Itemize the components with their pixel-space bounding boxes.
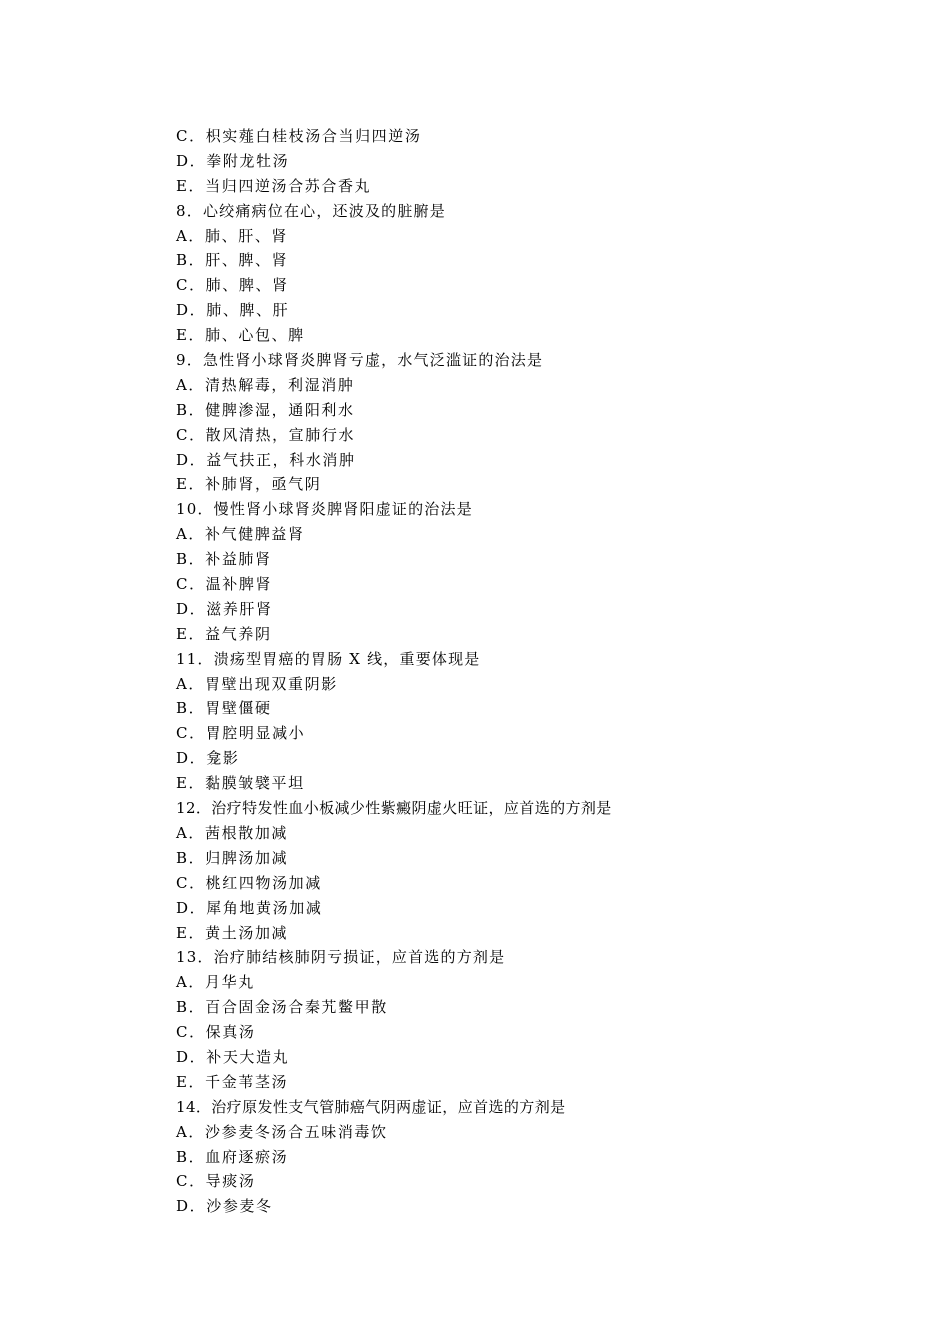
option-line: A．补气健脾益肾	[176, 525, 305, 544]
option-line: C．温补脾肾	[176, 575, 273, 594]
option-line: D．拳附龙牡汤	[176, 151, 290, 170]
question-line: 9．急性肾小球肾炎脾肾亏虚，水气泛滥证的治法是	[176, 351, 544, 370]
option-line: C．胃腔明显减小	[176, 724, 306, 743]
option-line: C．保真汤	[176, 1023, 256, 1042]
question-line: 11．溃疡型胃癌的胃肠 X 线，重要体现是	[176, 649, 481, 668]
option-line: C．枳实薤白桂枝汤合当归四逆汤	[176, 127, 422, 145]
option-line: D．沙参麦冬	[176, 1197, 273, 1216]
option-line: D．肺、脾、肝	[176, 301, 290, 320]
option-line: E．千金苇茎汤	[176, 1072, 289, 1091]
option-line: B．肝、脾、肾	[176, 251, 289, 270]
option-line: B．血府逐瘀汤	[176, 1147, 289, 1166]
question-line: 14．治疗原发性支气管肺癌气阴两虚证，应首选的方剂是	[176, 1097, 566, 1116]
option-line: A．月华丸	[176, 973, 255, 992]
option-line: C．散风清热，宣肺行水	[176, 425, 356, 444]
option-line: D．益气扶正，科水消肿	[176, 450, 356, 469]
option-line: A．茜根散加减	[176, 823, 289, 842]
option-line: C．导痰汤	[176, 1172, 256, 1191]
option-line: C．桃红四物汤加减	[176, 873, 322, 892]
option-line: E．肺、心包、脾	[176, 326, 305, 345]
option-line: B．百合固金汤合秦艽鳖甲散	[176, 998, 388, 1017]
question-line: 8．心绞痛病位在心，还波及的脏腑是	[176, 201, 446, 220]
option-line: E．益气养阴	[176, 624, 272, 643]
option-line: D．滋养肝肾	[176, 599, 273, 618]
option-line: E．当归四逆汤合苏合香丸	[176, 176, 372, 195]
option-line: D．犀角地黄汤加减	[176, 898, 323, 917]
question-line: 13．治疗肺结核肺阴亏损证，应首选的方剂是	[176, 948, 506, 967]
option-line: A．清热解毒，利湿消肿	[176, 375, 355, 394]
option-line: A．胃壁出现双重阴影	[176, 674, 338, 693]
question-list	[176, 124, 876, 1219]
option-line: B．胃壁僵硬	[176, 699, 272, 718]
option-line: B．健脾渗湿，通阳利水	[176, 400, 355, 419]
question-line: 12．治疗特发性血小板减少性紫癜阴虚火旺证，应首选的方剂是	[176, 799, 612, 818]
option-line: C．肺、脾、肾	[176, 276, 289, 295]
option-line: E．黄土汤加减	[176, 923, 289, 942]
option-line: D．补天大造丸	[176, 1047, 290, 1066]
option-line: E．黏膜皱襞平坦	[176, 774, 305, 793]
option-line: A．肺、肝、肾	[176, 226, 289, 245]
question-line: 10．慢性肾小球肾炎脾肾阳虚证的治法是	[176, 500, 473, 519]
option-line: D．龛影	[176, 749, 240, 768]
option-line: B．补益肺肾	[176, 550, 272, 569]
option-line: B．归脾汤加减	[176, 848, 289, 867]
option-line: A．沙参麦冬汤合五味消毒饮	[176, 1122, 388, 1141]
option-line: E．补肺肾，亟气阴	[176, 475, 322, 494]
